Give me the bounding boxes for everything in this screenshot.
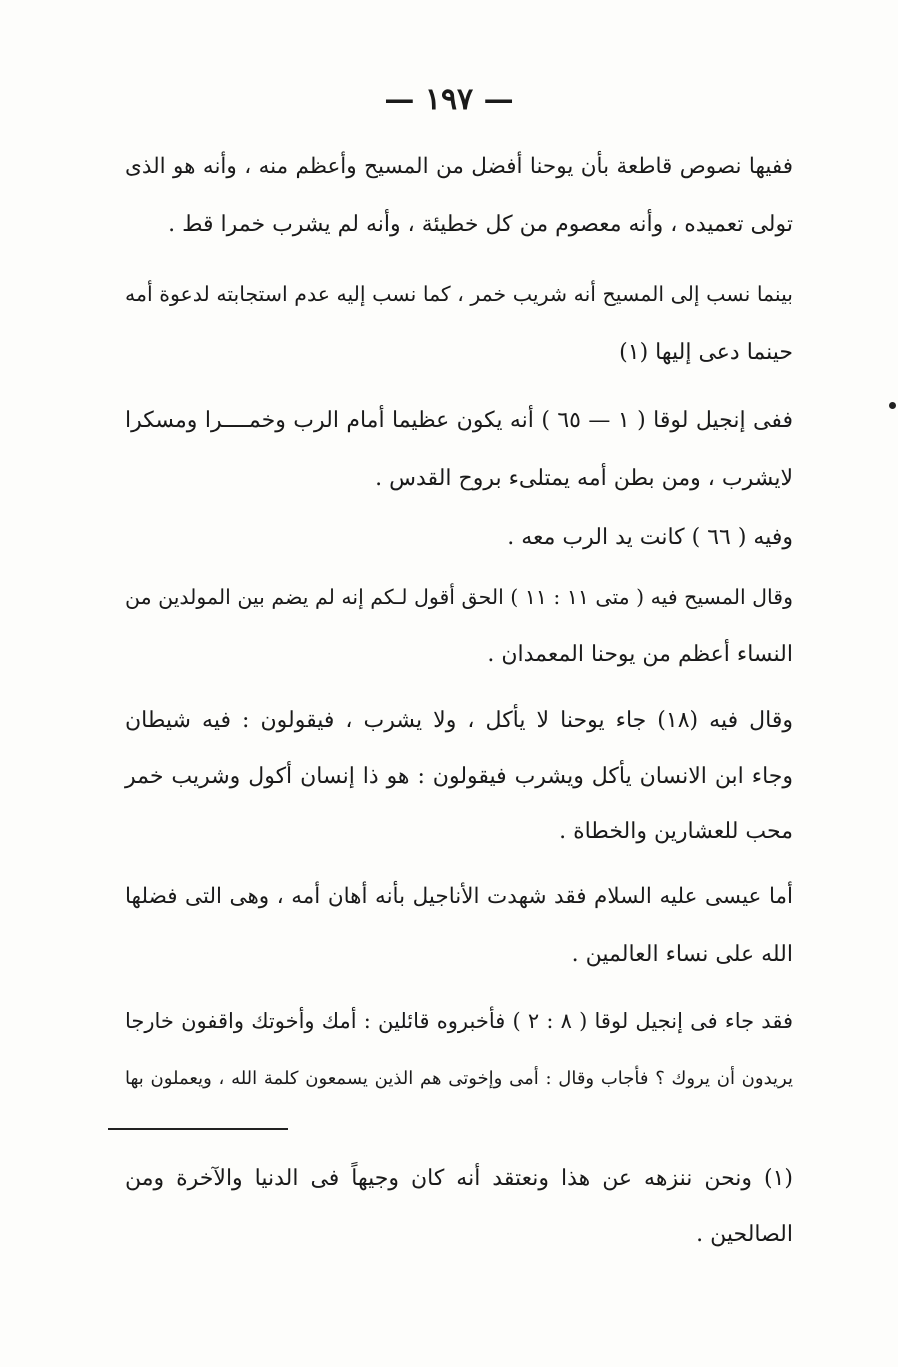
text-line: تولى تعميده ، وأنه معصوم من كل خطيئة ، وأنه لم يشرب خمرا قط . [168, 212, 793, 237]
text-line: وجاء ابن الانسان يأكل ويشرب فيقولون : هو ذا إنسان أكول وشريب خمر [125, 764, 793, 789]
footnote-separator [108, 1128, 288, 1130]
text-line: ففيها نصوص قاطعة بأن يوحنا أفضل من المسيح وأعظم منه ، وأنه هو الذى [125, 154, 793, 179]
text-line: ففى إنجيل لوقا ( ١ — ٦٥ ) أنه يكون عظيما أمام الرب وخمــــرا ومسكرا [125, 408, 793, 433]
text-line: فقد جاء فى إنجيل لوقا ( ٨ : ٢ ) فأخبروه قائلين : أمك وأخوتك واقفون خارجا [125, 1009, 793, 1033]
text-line: وقال المسيح فيه ( متى ١١ : ١١ ) الحق أقول لـكم إنه لم يضم بين المولدين من [125, 585, 793, 609]
text-line: النساء أعظم من يوحنا المعمدان . [487, 642, 793, 667]
scan-speck [889, 402, 896, 409]
text-line: محب للعشارين والخطاة . [559, 819, 793, 844]
footnote-line: الصالحين . [696, 1222, 793, 1247]
text-line: وقال فيه (١٨) جاء يوحنا لا يأكل ، ولا يشرب ، فيقولون : فيه شيطان [125, 708, 793, 733]
footnote-line: (١) ونحن ننزهه عن هذا ونعتقد أنه كان وجيهاً فى الدنيا والآخرة ومن [125, 1166, 793, 1191]
text-line: وفيه ( ٦٦ ) كانت يد الرب معه . [507, 525, 793, 550]
page-number: — ١٩٧ — [384, 82, 514, 117]
text-line: أما عيسى عليه السلام فقد شهدت الأناجيل بأنه أهان أمه ، وهى التى فضلها [125, 884, 793, 909]
text-line: الله على نساء العالمين . [571, 942, 793, 967]
text-line: يريدون أن يروك ؟ فأجاب وقال : أمى وإخوتى هم الذين يسمعون كلمة الله ، ويعملون بها [125, 1068, 793, 1089]
text-line: لايشرب ، ومن بطن أمه يمتلىء بروح القدس . [375, 466, 793, 491]
text-line: بينما نسب إلى المسيح أنه شريب خمر ، كما نسب إليه عدم استجابته لدعوة أمه [125, 282, 793, 306]
text-line: حينما دعى إليها (١) [619, 340, 793, 365]
